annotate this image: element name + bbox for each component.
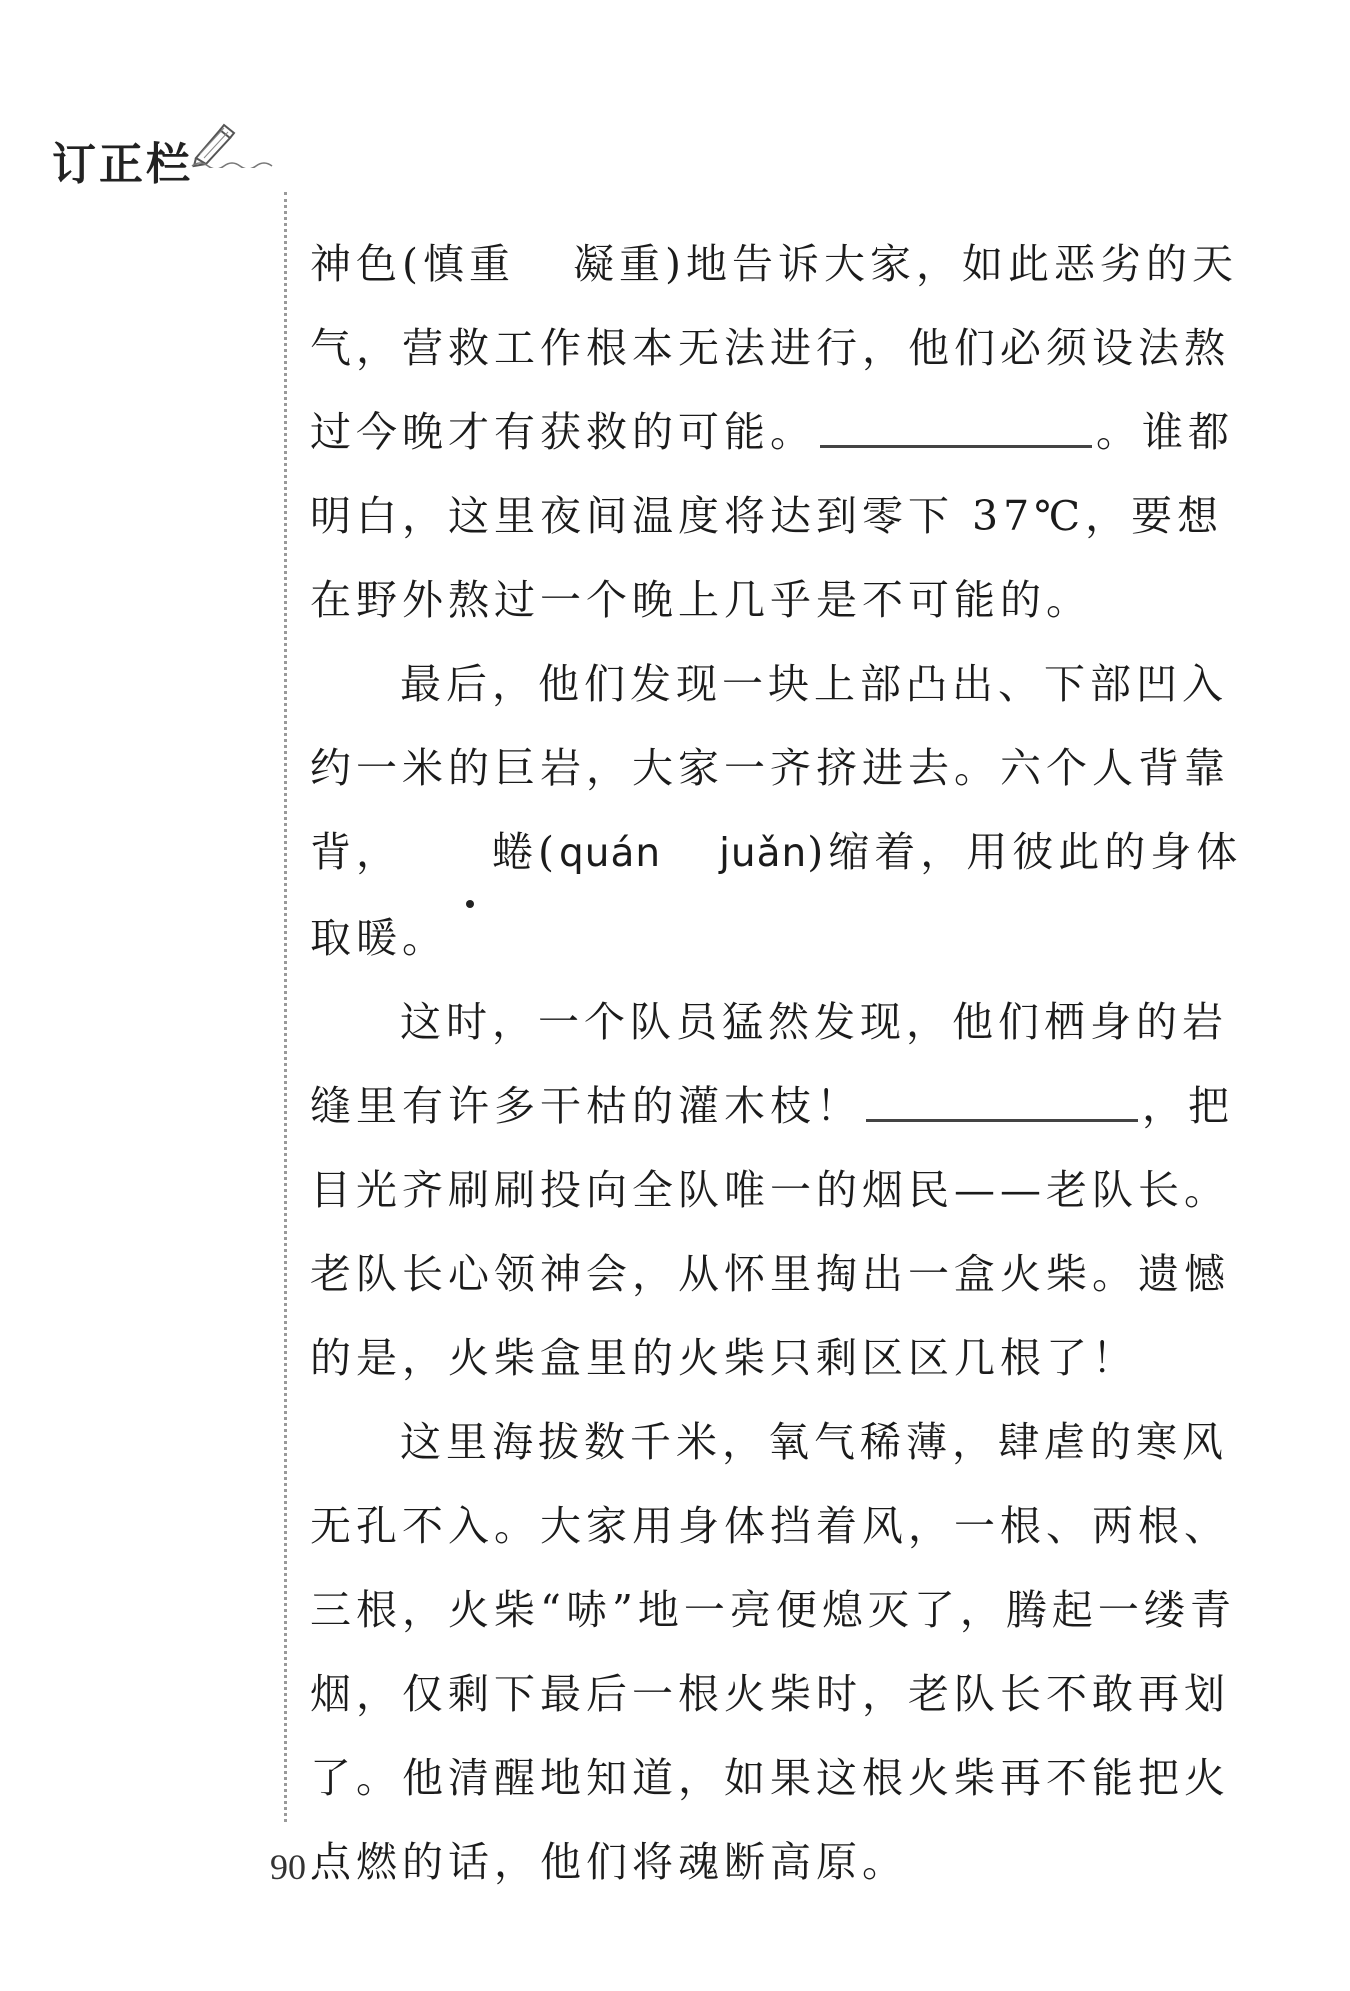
- correction-column-title: 订正栏: [52, 139, 193, 190]
- paragraph-1: 神色(慎重 凝重)地告诉大家，如此恶劣的天气，营救工作根本无法进行，他们必须设法熬过今晚才有获救的可能。 。谁都明白，这里夜间温度将达到零下 37℃，要想在野外熬过一个晚上几乎是不可能的。: [310, 240, 1238, 624]
- word-option-2[interactable]: 凝重: [573, 240, 665, 288]
- pencil-icon: [190, 118, 280, 168]
- word-option-1[interactable]: 慎重: [423, 240, 515, 288]
- answer-blank-2[interactable]: [866, 1069, 1138, 1122]
- reading-passage: [310, 222, 1250, 1904]
- paragraph-4: 这里海拔数千米，氧气稀薄，肆虐的寒风无孔不入。大家用身体挡着风，一根、两根、三根，火柴“哧”地一亮便熄灭了，腾起一缕青烟，仅剩下最后一根火柴时，老队长不敢再划了。他清醒地知道，如果这根火柴再不能把火点燃的话，他们将魂断高原。: [310, 1418, 1236, 1886]
- paragraph-3: 这时，一个队员猛然发现，他们栖身的岩缝里有许多干枯的灌木枝！ ，把目光齐刷刷投向全队唯一的烟民——老队长。老队长心领神会，从怀里掏出一盒火柴。遗憾的是，火柴盒里的火柴只剩区区几根了！: [310, 998, 1234, 1382]
- pinyin-option-1[interactable]: quán: [559, 831, 662, 876]
- page-number: 90: [270, 1847, 306, 1887]
- answer-blank-1[interactable]: [820, 395, 1092, 448]
- paragraph-2: 最后，他们发现一块上部凸出、下部凹入约一米的巨岩，大家一齐挤进去。六个人背靠背， 蜷(quán juǎn)缩着，用彼此的身体取暖。: [310, 660, 1243, 962]
- dotted-character: 蜷: [402, 810, 538, 894]
- margin-divider: [284, 192, 287, 1822]
- pinyin-option-2[interactable]: juǎn: [719, 831, 808, 876]
